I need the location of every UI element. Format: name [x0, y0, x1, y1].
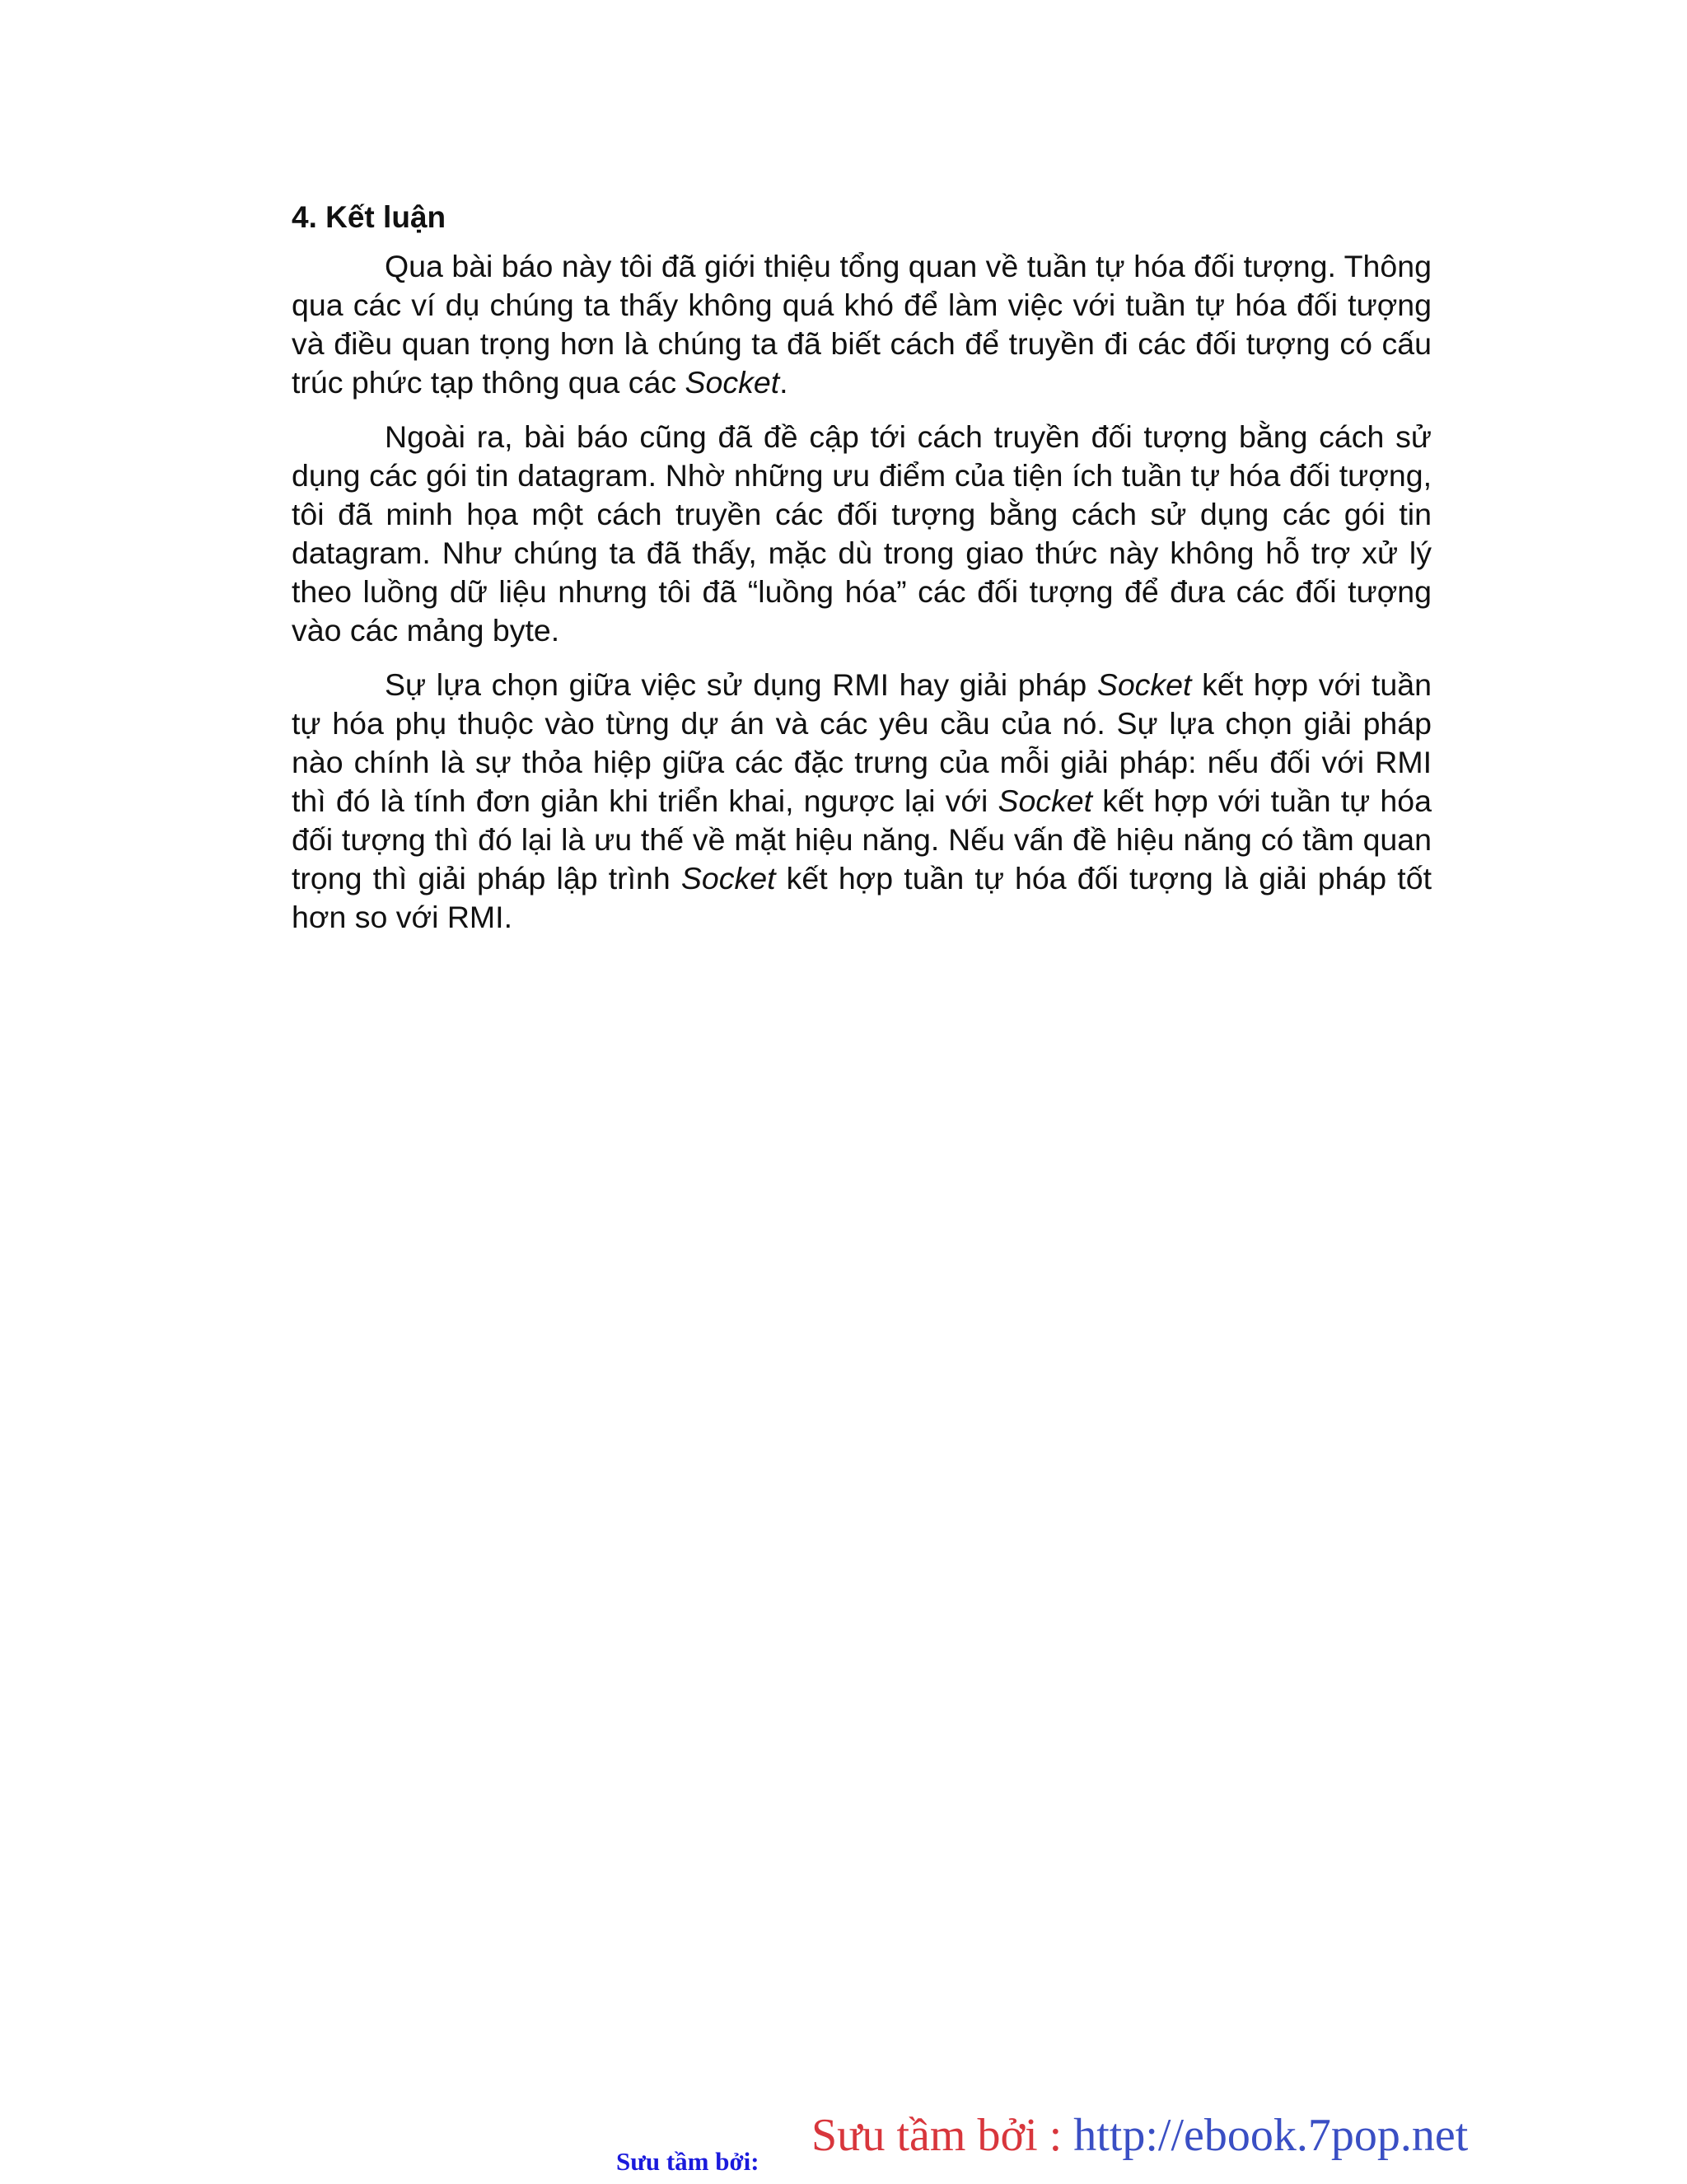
footer-watermark-prefix: Sưu tầm bởi :: [811, 2110, 1074, 2161]
italic-term: Socket: [685, 365, 780, 400]
footer-credit-label: Sưu tầm bởi:: [616, 2147, 759, 2176]
paragraph-2: [292, 418, 1432, 650]
conclusion-section: [292, 198, 1432, 952]
paragraph-text: kết hợp với tuần tự hóa phụ thuộc vào từng dự án và các yêu cầu của nó. Sự lựa chọn giải pháp nào chính là sự thỏa hiệp giữa các đặc trưng của mỗi giải pháp: nếu đối với RMI thì đó là tính đơn giản khi triển khai, ngược lại với: [292, 667, 1432, 818]
paragraph-3: [292, 666, 1432, 937]
paragraph-text: kết hợp với tuần tự hóa đối tượng thì đó lại là ưu thế về mặt hiệu năng. Nếu vấn đề hiệu năng có tầm quan trọng thì giải pháp lập trình: [292, 783, 1432, 896]
italic-term: Socket: [1096, 667, 1192, 702]
section-heading: 4. Kết luận: [292, 200, 446, 234]
paragraph-text: kết hợp tuần tự hóa đối tượng là giải pháp tốt hơn so với RMI.: [292, 861, 1432, 934]
paragraph-1: [292, 247, 1432, 402]
paragraph-text: Ngoài ra, bài báo cũng đã đề cập tới cách truyền đối tượng bằng cách sử dụng các gói tin datagram. Nhờ những ưu điểm của tiện ích tuần tự hóa đối tượng, tôi đã minh họa một cách truyền các đối tượng bằng cách sử dụng các gói tin datagram. Như chúng ta đã thấy, mặc dù trong giao thức này không hỗ trợ xử lý theo luồng dữ liệu nhưng tôi đã “luồng hóa” các đối tượng để đưa các đối tượng vào các mảng byte.: [292, 419, 1432, 648]
italic-term: Socket: [998, 783, 1093, 818]
footer-watermark-url: http://ebook.7pop.net: [1073, 2110, 1469, 2161]
paragraph-text: .: [779, 365, 788, 400]
italic-term: Socket: [680, 861, 776, 896]
paragraph-text: Qua bài báo này tôi đã giới thiệu tổng quan về tuần tự hóa đối tượng. Thông qua các ví dụ chúng ta thấy không quá khó để làm việc với tuần tự hóa đối tượng và điều quan trọng hơn là chúng ta đã biết cách để truyền đi các đối tượng có cấu trúc phức tạp thông qua các: [292, 249, 1432, 400]
footer-watermark: [811, 2109, 1468, 2162]
paragraph-text: Sự lựa chọn giữa việc sử dụng RMI hay giải pháp: [385, 667, 1097, 702]
